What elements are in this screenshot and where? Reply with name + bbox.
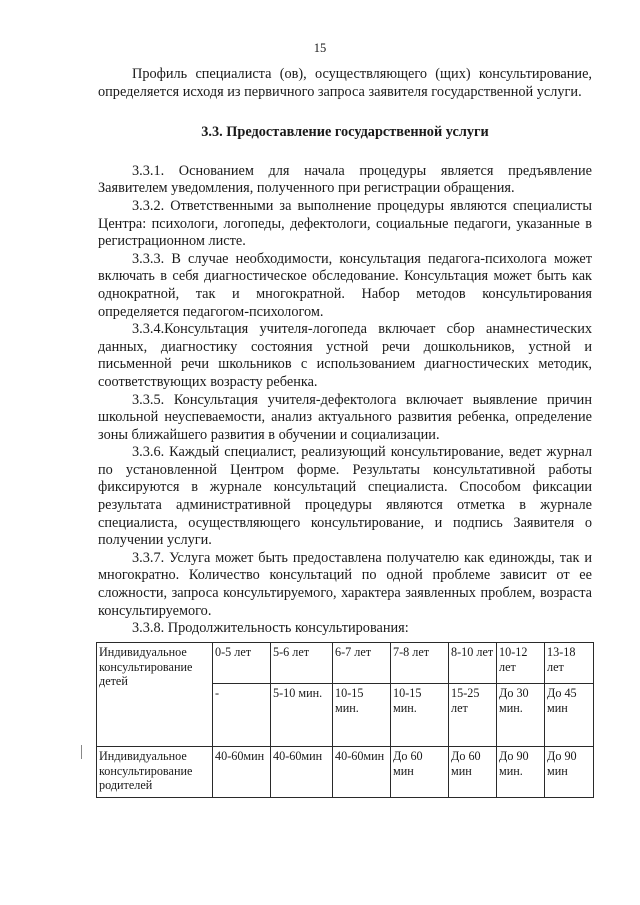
duration-cell: 10-15 мин. [391,684,449,747]
age-cell: 10-12 лет [497,643,545,684]
item-3-3-1: 3.3.1. Основанием для начала процедуры является предъявление Заявителем уведомления, полученного при регистрации обращения. [98,162,592,197]
duration-cell: До 60 мин [391,747,449,798]
margin-mark [81,745,82,759]
age-cell: 0-5 лет [213,643,271,684]
duration-table [96,642,594,798]
item-3-3-6: 3.3.6. Каждый специалист, реализующий консультирование, ведет журнал по установленной Центром форме. Результаты консультативной работы фиксируются в журнале консультаций специалиста. Способом фиксации результата административной процедуры являются отметка в журнале специалиста, осуществляющего консультирование, и подпись Заявителя о получении услуги. [98,444,592,549]
duration-cell: До 30 мин. [497,684,545,747]
item-3-3-3: 3.3.3. В случае необходимости, консультация педагога-психолога может включать в себя диагностическое обследование. Консультация может быть как однократной, так и многократной. Набор методов консультирования определяется педагогом-психологом. [98,250,592,320]
duration-cell: До 60 мин [449,747,497,798]
table-caption: 3.3.8. Продолжительность консультирования: [132,620,409,637]
intro-paragraph: Профиль специалиста (ов), осуществляющего (щих) консультирование, определяется исходя из первичного запроса заявителя государственной услуги. [98,66,592,100]
age-cell: 13-18 лет [545,643,594,684]
table-row-ages [97,643,594,684]
duration-cell: 40-60мин [271,747,333,798]
item-3-3-2: 3.3.2. Ответственными за выполнение процедуры являются специалисты Центра: психологи, логопеды, дефектологи, социальные педагоги, указанные в регистрационном листе. [98,197,592,250]
item-3-3-4: 3.3.4.Консультация учителя-логопеда включает сбор анамнестических данных, диагностику состояния устной речи дошкольников, устной и письменной речи школьников с использованием диагностических методик, соответствующих возрасту ребенка. [98,321,592,390]
duration-cell: До 90 мин. [497,747,545,798]
duration-cell: 40-60мин [333,747,391,798]
document-body [98,66,592,638]
duration-cell: 5-10 мин. [271,684,333,747]
page-number: 15 [313,41,327,55]
item-3-3-7: 3.3.7. Услуга может быть предоставлена получателю как единожды, так и многократно. Количество консультаций по одной проблеме зависит от ее сложности, запроса консультируемого, характера заявленных проблем, возраста консультируемого. [98,549,592,619]
item-3-3-5: 3.3.5. Консультация учителя-дефектолога включает выявление причин школьной неуспеваемости, анализ актуального развития ребенка, определение зоны ближайшего развития в обучении и социализации. [98,391,592,443]
age-cell: 5-6 лет [271,643,333,684]
age-cell: 8-10 лет [449,643,497,684]
duration-cell: - [213,684,271,747]
age-cell: 7-8 лет [391,643,449,684]
row-label-children: Индивидуальное консультирование детей [97,643,213,747]
duration-cell: До 90 мин [545,747,594,798]
duration-cell: 40-60мин [213,747,271,798]
duration-cell: 10-15 мин. [333,684,391,747]
duration-cell: До 45 мин [545,684,594,747]
row-label-parents: Индивидуальное консультирование родителей [97,747,213,798]
table-row-parents [97,747,594,798]
section-title: 3.3. Предоставление государственной услуги [201,124,489,141]
duration-cell: 15-25 лет [449,684,497,747]
age-cell: 6-7 лет [333,643,391,684]
